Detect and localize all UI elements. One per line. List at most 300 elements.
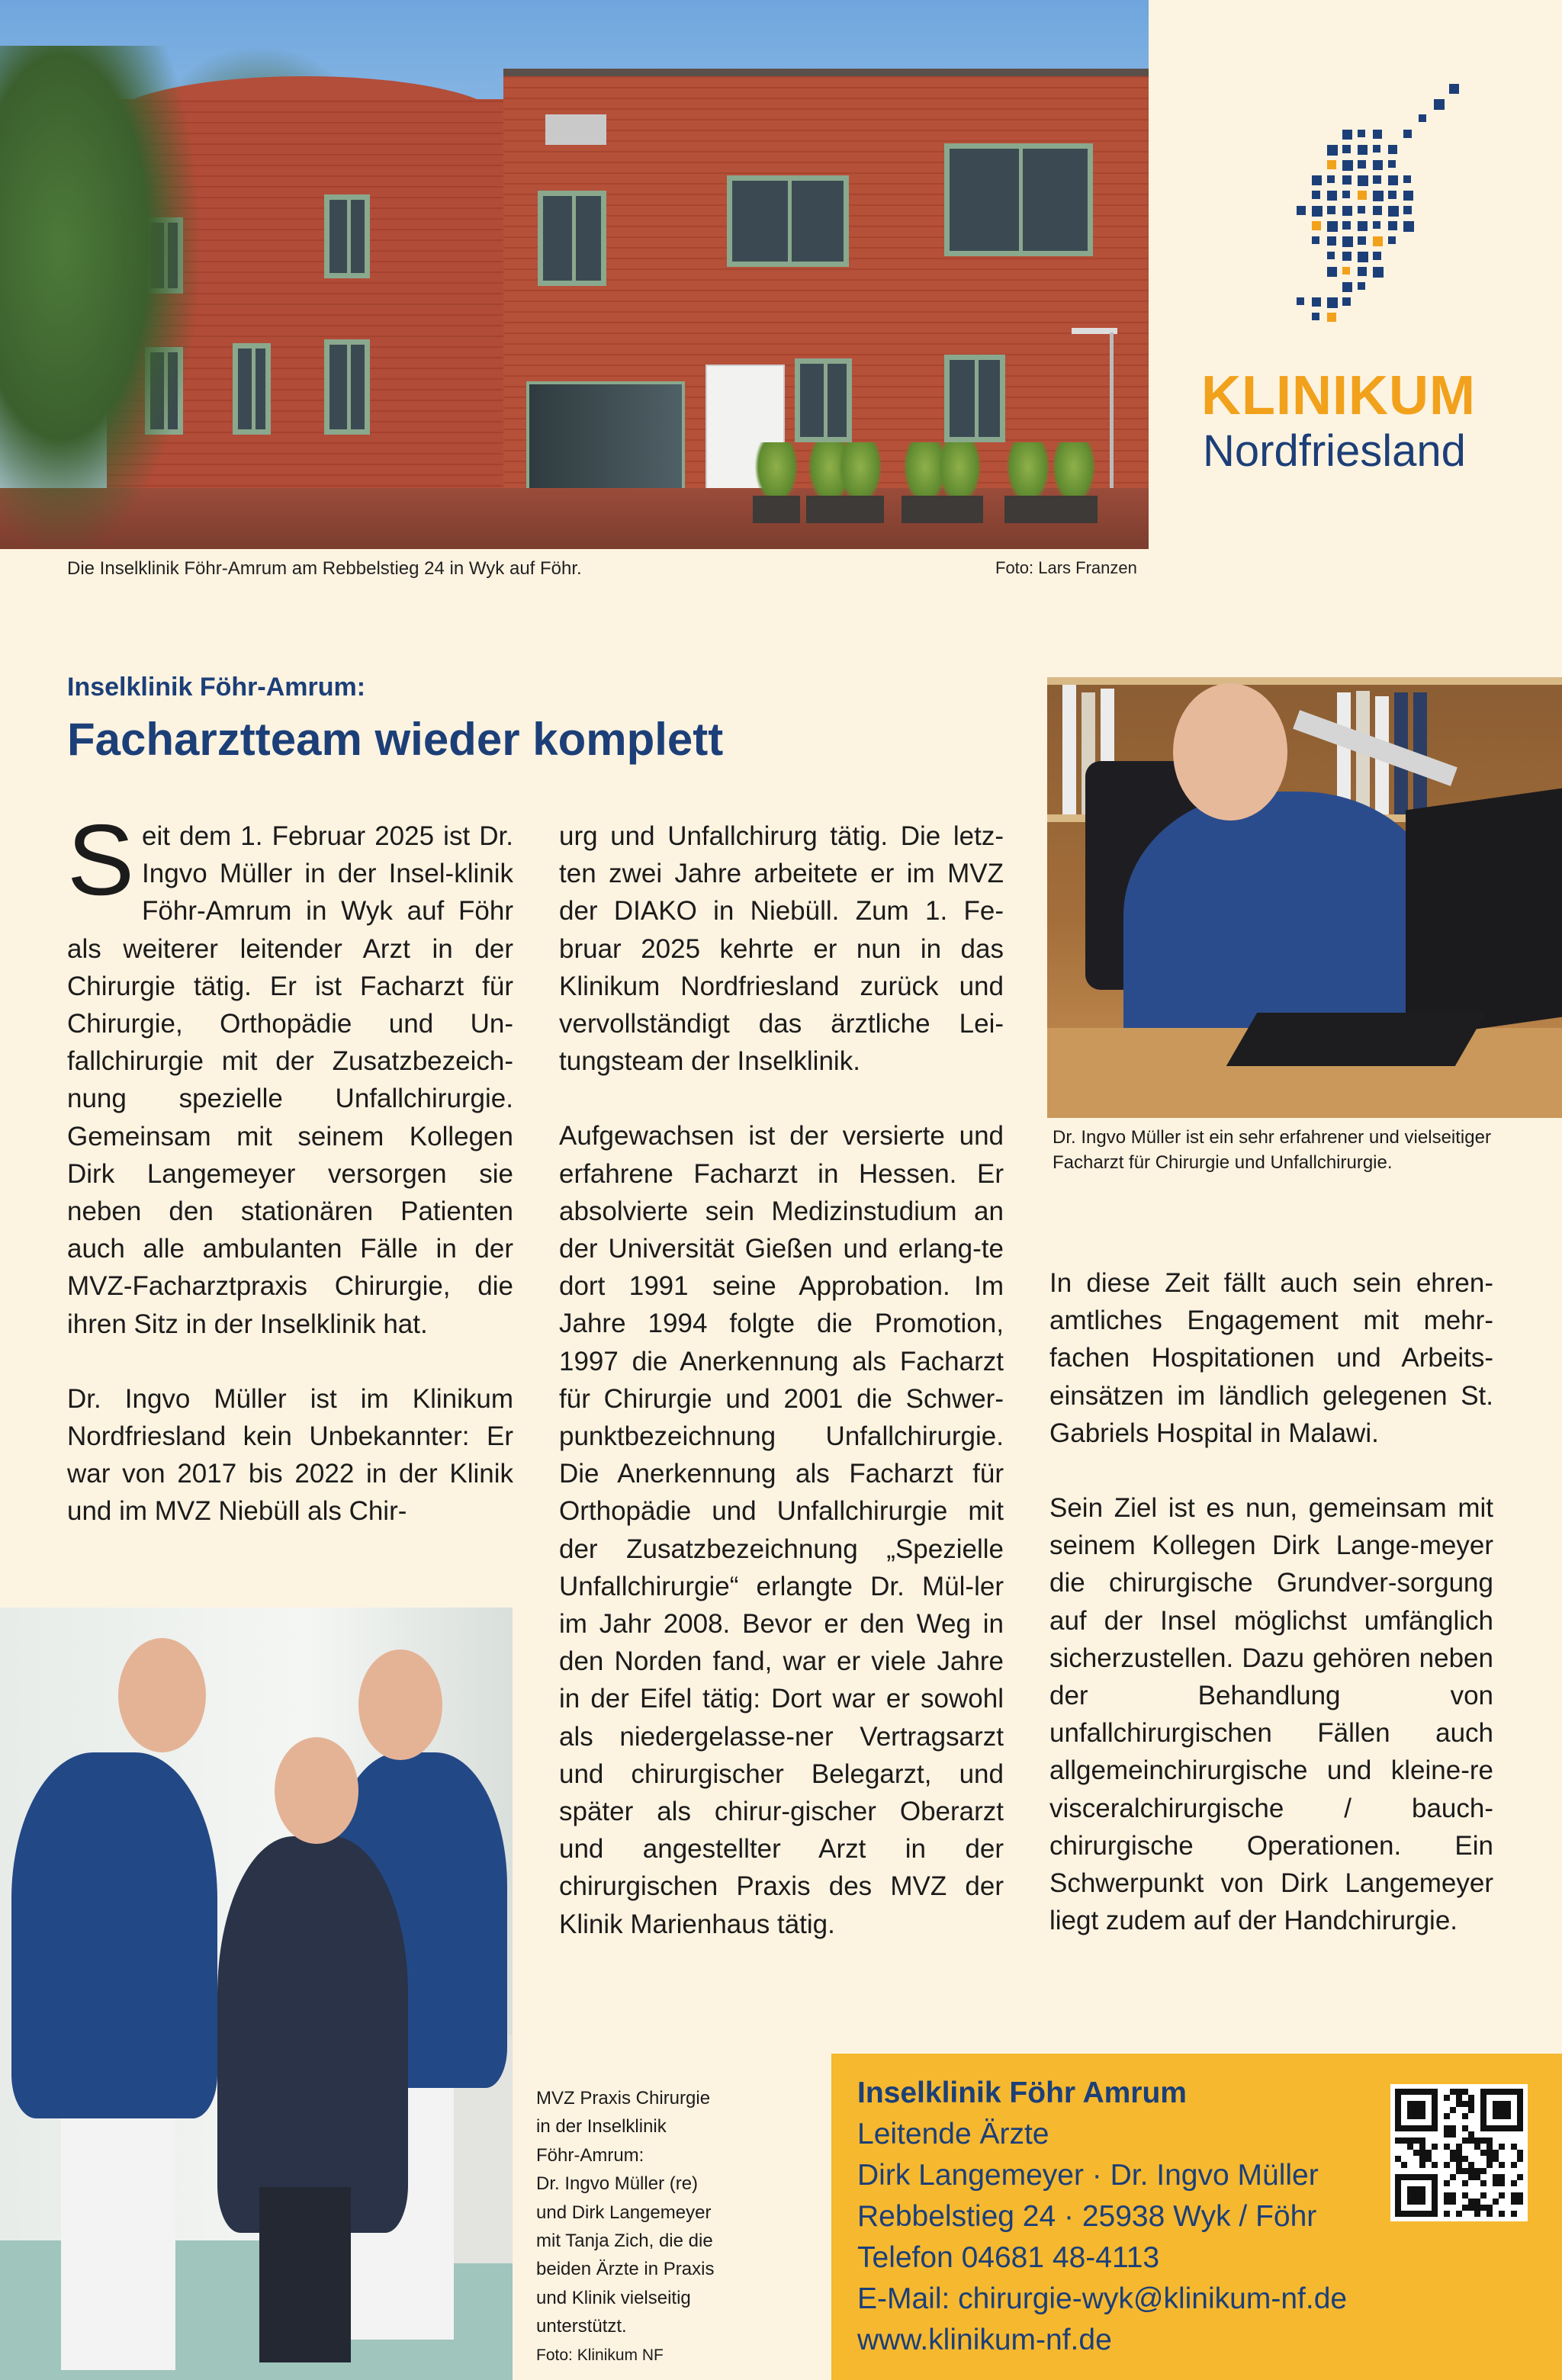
qr-module [1401,2162,1407,2168]
logo-dot [1358,130,1365,137]
qr-module [1395,2211,1401,2217]
contact-box [831,2054,1562,2380]
qr-module [1425,2211,1432,2217]
qr-module [1407,2192,1413,2199]
team-photo-caption [536,2084,757,2369]
article-headline: Facharztteam wieder komplett [67,714,724,765]
qr-module [1511,2192,1517,2199]
logo-dot [1327,175,1335,183]
qr-module [1468,2131,1474,2138]
logo-dot [1373,206,1382,215]
qr-module [1432,2125,1438,2131]
qr-module [1413,2101,1419,2107]
qr-module [1444,2211,1450,2217]
qr-module [1511,2162,1517,2168]
qr-module [1493,2156,1499,2162]
qr-module [1480,2113,1486,2119]
qr-module [1450,2107,1456,2113]
qr-module [1493,2199,1499,2205]
qr-module [1432,2211,1438,2217]
article-paragraph: Dr. Ingvo Müller ist im Klinikum Nordfriesland kein Unbekannter: Er war von 2017 bis 2022 in der Klinik und im MVZ Niebüll als Chir- [67,1383,513,1527]
logo-dot [1358,191,1367,200]
qr-module [1456,2162,1462,2168]
qr-module [1468,2095,1474,2101]
qr-module [1407,2174,1413,2180]
qr-module [1480,2089,1486,2095]
qr-module [1462,2156,1468,2162]
logo-dot [1358,267,1367,276]
logo-dot [1388,160,1396,168]
qr-module [1432,2089,1438,2095]
logo-wordmark-klinikum: KLINIKUM [1201,365,1476,426]
qr-module [1480,2095,1486,2101]
qr-module [1401,2211,1407,2217]
logo-dot [1312,191,1320,199]
klinikum-logo-mark [1236,84,1464,347]
logo-dot [1388,206,1399,217]
qr-module [1462,2192,1468,2199]
qr-module [1395,2205,1401,2211]
qr-module [1517,2174,1523,2180]
logo-dot [1403,175,1411,183]
qr-module [1511,2144,1517,2150]
logo-dot [1373,252,1381,260]
qr-module [1419,2144,1425,2150]
caption-line: MVZ Praxis Chirurgie [536,2088,711,2109]
qr-module [1413,2113,1419,2119]
qr-module [1419,2138,1425,2144]
building-photo [0,0,1149,549]
qr-module [1517,2156,1523,2162]
qr-module [1517,2089,1523,2095]
caption-line: beiden Ärzte in Praxis [536,2259,715,2280]
qr-module [1432,2162,1438,2168]
logo-dot [1342,282,1352,292]
doctor-photo-caption: Dr. Ingvo Müller ist ein sehr erfahrener und vielseitiger Facharzt für Chirurgie und Unfallchirurgie. [1053,1127,1491,1173]
qr-module [1474,2205,1480,2211]
qr-module [1468,2101,1474,2107]
logo-dot [1358,175,1368,186]
qr-module [1486,2089,1493,2095]
logo-dot [1403,130,1412,138]
qr-module [1401,2174,1407,2180]
logo-dot [1342,236,1353,247]
qr-module [1468,2205,1474,2211]
caption-line: Foto: Klinikum NF [536,2346,664,2364]
article-column-1 [67,804,513,1530]
qr-module [1505,2125,1511,2131]
qr-module [1395,2095,1401,2101]
logo-dot [1358,282,1365,290]
qr-module [1468,2138,1474,2144]
caption-line: Föhr-Amrum: [536,2144,644,2166]
qr-module [1474,2168,1480,2174]
qr-module [1474,2174,1480,2180]
qr-module [1456,2144,1462,2150]
caption-line: und Klinik vielseitig [536,2287,691,2308]
logo-dot [1342,297,1351,306]
qr-module [1517,2192,1523,2199]
logo-dot [1403,221,1414,232]
qr-module [1395,2138,1401,2144]
qr-module [1480,2107,1486,2113]
qr-module [1395,2089,1401,2095]
qr-module [1493,2107,1499,2113]
qr-module [1413,2199,1419,2205]
qr-module [1444,2162,1450,2168]
qr-module [1395,2180,1401,2186]
doctor-photo [1047,677,1562,1118]
logo-dot [1312,206,1323,217]
article-paragraph: Sein Ziel ist es nun, gemeinsam mit seinem Kollegen Dirk Lange-meyer die chirurgische Grundver-sorgung auf der Insel möglichst umfänglich sicherzustellen. Dazu gehören neben der Behandlung von unfallchirurgischen Fällen auch allgemeinchirurgische und kleine-re visceralchirurgische / bauch-chirurgische Operationen. Ein Schwerpunkt von Dirk Langemeyer liegt zudem auf der Handchirurgie. [1049,1493,1493,1936]
qr-module [1462,2125,1468,2131]
qr-module [1486,2144,1493,2150]
qr-module [1493,2089,1499,2095]
qr-module [1499,2089,1505,2095]
qr-module [1486,2125,1493,2131]
logo-dot [1373,267,1384,278]
qr-module [1407,2138,1413,2144]
qr-module [1493,2125,1499,2131]
qr-module [1395,2119,1401,2125]
logo-dot [1434,99,1445,110]
qr-module [1419,2150,1425,2156]
qr-module [1450,2156,1456,2162]
qr-module [1493,2113,1499,2119]
qr-module [1432,2119,1438,2125]
qr-module [1486,2211,1493,2217]
qr-module [1432,2180,1438,2186]
qr-module [1493,2101,1499,2107]
drop-cap: S [67,804,135,916]
qr-module [1413,2211,1419,2217]
article-paragraph: Aufgewachsen ist der versierte und erfahrene Facharzt in Hessen. Er absolvierte sein Medizinstudium an der Universität Gießen und erlang-te dort 1991 seine Approbation. Im Jahre 1994 folgte die Promotion, 1997 die Anerkennung als Facharzt für Chirurgie und 2001 die Schwer-punktbezeichnung Unfallchirurgie. Die Anerkennung als Facharzt für Orthopädie und Unfallchirurgie mit der Zusatzbezeichnung „Spezielle Unfallchirurgie“ erlangte Dr. Mül-ler im Jahr 2008. Bevor er den Weg in den Norden fand, war er viele Jahre in der Eifel tätig: Dort war er sowohl als niedergelasse-ner Vertragsarzt und chirurgischer Belegarzt, und später als chirur-gischer Oberarzt und angestellter Arzt in der chirurgischen Praxis des MVZ der Klinik Marienhaus tätig. [559,1121,1004,1939]
contact-doctors: Dirk Langemeyer · Dr. Ingvo Müller [857,2159,1319,2192]
qr-module [1517,2095,1523,2101]
qr-module [1432,2144,1438,2150]
qr-module [1450,2125,1456,2131]
logo-dot [1312,175,1322,185]
logo-dot [1373,145,1380,153]
team-photo [0,1608,513,2380]
logo-dot [1312,221,1321,230]
qr-module [1413,2150,1419,2156]
qr-module [1499,2107,1505,2113]
qr-module [1407,2144,1413,2150]
qr-module [1517,2113,1523,2119]
qr-module [1444,2192,1450,2199]
qr-module [1407,2211,1413,2217]
qr-module [1425,2156,1432,2162]
qr-module [1450,2199,1456,2205]
qr-module [1499,2162,1505,2168]
qr-module [1468,2199,1474,2205]
qr-module [1456,2095,1462,2101]
qr-module [1395,2199,1401,2205]
qr-module [1432,2095,1438,2101]
article-column-2 [559,817,1004,1943]
article-column-3 [1049,1264,1493,1939]
logo-dot [1327,206,1335,214]
qr-module [1486,2138,1493,2144]
article-paragraph: In diese Zeit fällt auch sein ehren-amtliches Engagement mit mehr-fachen Hospitationen und Arbeits-einsätzen im ländlich gelegenen St. Gabriels Hospital in Malawi. [1049,1268,1493,1448]
qr-module [1462,2168,1468,2174]
logo-dot [1342,252,1351,261]
qr-module [1517,2107,1523,2113]
qr-module [1505,2101,1511,2107]
qr-module [1419,2113,1425,2119]
qr-module [1419,2125,1425,2131]
logo-dot [1358,206,1365,214]
qr-module [1407,2089,1413,2095]
qr-module [1432,2199,1438,2205]
logo-dot [1358,236,1366,245]
qr-module [1450,2174,1456,2180]
qr-module [1425,2150,1432,2156]
qr-module [1456,2168,1462,2174]
caption-line: Dr. Ingvo Müller (re) [536,2173,699,2195]
article-paragraph: urg und Unfallchirurg tätig. Die letz-ten zwei Jahre arbeitete er im MVZ der DIAKO in Niebüll. Zum 1. Fe-bruar 2025 kehrte er nun in das Klinikum Nordfriesland zurück und vervollständigt das ärztliche Lei-tungsteam der Inselklinik. [559,821,1004,1077]
qr-module [1462,2205,1468,2211]
qr-module [1517,2125,1523,2131]
qr-module [1468,2168,1474,2174]
caption-line: in der Inselklinik [536,2116,667,2138]
logo-dot [1342,221,1351,230]
qr-module [1432,2113,1438,2119]
building-photo-caption: Die Inselklinik Föhr-Amrum am Rebbelstieg 24 in Wyk auf Föhr. [67,558,582,579]
logo-dot [1388,145,1397,154]
qr-module [1395,2156,1401,2162]
qr-module [1425,2174,1432,2180]
qr-module [1407,2107,1413,2113]
qr-module [1444,2125,1450,2131]
qr-module [1493,2180,1499,2186]
qr-module [1486,2162,1493,2168]
qr-module [1401,2089,1407,2095]
qr-module [1505,2113,1511,2119]
qr-module [1468,2162,1474,2168]
caption-line: unterstützt. [536,2316,627,2337]
qr-module [1407,2199,1413,2205]
qr-module [1444,2095,1450,2101]
logo-dot [1358,160,1366,169]
qr-module [1468,2174,1474,2180]
qr-module [1401,2125,1407,2131]
qr-module [1499,2144,1505,2150]
logo-dot [1327,191,1337,201]
logo-dot [1373,130,1382,139]
qr-module [1499,2211,1505,2217]
qr-module [1432,2107,1438,2113]
qr-module [1511,2211,1517,2217]
qr-module [1505,2107,1511,2113]
qr-module [1456,2211,1462,2217]
qr-module [1444,2131,1450,2138]
logo-dot [1373,236,1383,246]
qr-module [1450,2131,1456,2138]
logo-dot [1327,236,1336,246]
qr-module [1511,2199,1517,2205]
logo-dot [1358,221,1368,231]
qr-module [1474,2138,1480,2144]
qr-module [1432,2205,1438,2211]
logo-dot [1342,267,1350,275]
qr-module [1480,2138,1486,2144]
qr-module [1517,2119,1523,2125]
logo-dot [1449,84,1459,94]
qr-module [1419,2101,1425,2107]
qr-module [1499,2101,1505,2107]
contact-address: Rebbelstieg 24 · 25938 Wyk / Föhr [857,2200,1317,2233]
logo-dot [1297,297,1304,305]
qr-module [1419,2156,1425,2162]
qr-module [1511,2125,1517,2131]
qr-module [1474,2144,1480,2150]
logo-dot [1297,206,1306,215]
qr-module [1395,2174,1401,2180]
qr-module [1450,2150,1456,2156]
logo-dot [1419,114,1426,122]
qr-module [1407,2186,1413,2192]
logo-dot [1342,191,1350,198]
qr-module [1462,2089,1468,2095]
logo-dot [1373,191,1384,201]
qr-module [1480,2119,1486,2125]
logo-dot [1342,160,1353,171]
logo-dot [1327,297,1338,308]
qr-module [1425,2125,1432,2131]
contact-phone[interactable]: Telefon 04681 48-4113 [857,2241,1160,2274]
logo-dot [1327,267,1337,277]
caption-line: und Dirk Langemeyer [536,2202,712,2223]
logo-dot [1312,313,1319,320]
qr-module [1419,2199,1425,2205]
qr-module [1395,2186,1401,2192]
qr-module [1462,2113,1468,2119]
qr-module [1432,2186,1438,2192]
qr-module [1456,2156,1462,2162]
logo-dot [1388,191,1396,199]
contact-email-link[interactable]: E-Mail: chirurgie-wyk@klinikum-nf.de [857,2282,1348,2315]
qr-module [1419,2192,1425,2199]
logo-dot [1342,206,1352,216]
qr-module [1511,2089,1517,2095]
qr-module [1432,2101,1438,2107]
qr-module [1468,2107,1474,2113]
qr-module [1486,2150,1493,2156]
qr-module [1462,2180,1468,2186]
logo-dot [1358,145,1368,155]
qr-module [1413,2125,1419,2131]
qr-module [1480,2205,1486,2211]
logo-dot [1342,130,1352,140]
qr-module [1517,2150,1523,2156]
qr-module [1499,2174,1505,2180]
logo-dot [1358,252,1368,262]
qr-module [1395,2101,1401,2107]
article-kicker: Inselklinik Föhr-Amrum: [67,673,366,702]
qr-module [1462,2101,1468,2107]
qr-module [1480,2150,1486,2156]
qr-module [1456,2089,1462,2095]
logo-dot [1327,252,1335,259]
qr-module [1395,2107,1401,2113]
qr-module [1493,2150,1499,2156]
qr-module [1395,2125,1401,2131]
logo-dot [1312,236,1319,244]
qr-module [1401,2138,1407,2144]
qr-module [1407,2125,1413,2131]
qr-module [1432,2192,1438,2199]
logo-dot [1342,175,1351,185]
qr-module [1419,2186,1425,2192]
qr-module [1493,2174,1499,2180]
logo-dot [1327,313,1336,322]
qr-module [1517,2199,1523,2205]
qr-module [1432,2174,1438,2180]
qr-module [1517,2101,1523,2107]
paragraph-text: eit dem 1. Februar 2025 ist Dr. Ingvo Müller in der Insel-klinik Föhr-Amrum in Wyk auf Föhr als weiterer leitender Arzt in der Chirurgie tätig. Er ist Facharzt für Chirurgie, Orthopädie und Un-fallchirurgie mit der Zusatzbezeich-nung spezielle Unfallchirurgie. Gemeinsam mit seinem Kollegen Dirk Langemeyer versorgen sie neben den stationären Patienten auch alle ambulanten Fälle in der MVZ-Facharztpraxis Chirurgie, die ihren Sitz in der Inselklinik hat. [67,821,513,1339]
qr-module [1407,2113,1413,2119]
logo-dot [1388,175,1398,185]
qr-module [1474,2211,1480,2217]
logo-dot [1327,145,1338,156]
qr-module [1407,2101,1413,2107]
qr-module [1444,2180,1450,2186]
qr-module [1419,2107,1425,2113]
qr-module [1480,2125,1486,2131]
article-paragraph [67,804,513,1343]
qr-module [1444,2144,1450,2150]
qr-module [1499,2180,1505,2186]
qr-module [1450,2192,1456,2199]
qr-module [1474,2199,1480,2205]
qr-module [1480,2101,1486,2107]
caption-line: mit Tanja Zich, die die [536,2231,713,2252]
qr-module [1486,2205,1493,2211]
logo-dot [1388,236,1396,244]
contact-website-link[interactable]: www.klinikum-nf.de [857,2324,1112,2356]
qr-code-icon[interactable] [1390,2084,1528,2221]
qr-module [1413,2089,1419,2095]
qr-module [1505,2089,1511,2095]
qr-module [1499,2192,1505,2199]
logo-dot [1327,221,1338,232]
contact-title: Inselklinik Föhr Amrum [857,2076,1187,2109]
logo-dot [1388,221,1397,230]
contact-role: Leitende Ärzte [857,2118,1049,2150]
qr-module [1499,2113,1505,2119]
qr-module [1413,2174,1419,2180]
qr-module [1425,2089,1432,2095]
qr-module [1480,2168,1486,2174]
logo-dot [1342,145,1351,153]
qr-module [1511,2180,1517,2186]
logo-dot [1403,206,1412,214]
logo-dot [1403,191,1413,201]
logo-wordmark-nordfriesland: Nordfriesland [1203,426,1466,476]
qr-module [1413,2192,1419,2199]
qr-module [1413,2107,1419,2113]
qr-module [1480,2192,1486,2199]
qr-module [1486,2156,1493,2162]
logo-dot [1373,175,1381,184]
qr-module [1419,2211,1425,2217]
qr-module [1499,2125,1505,2131]
qr-module [1456,2101,1462,2107]
qr-module [1413,2186,1419,2192]
qr-module [1395,2113,1401,2119]
